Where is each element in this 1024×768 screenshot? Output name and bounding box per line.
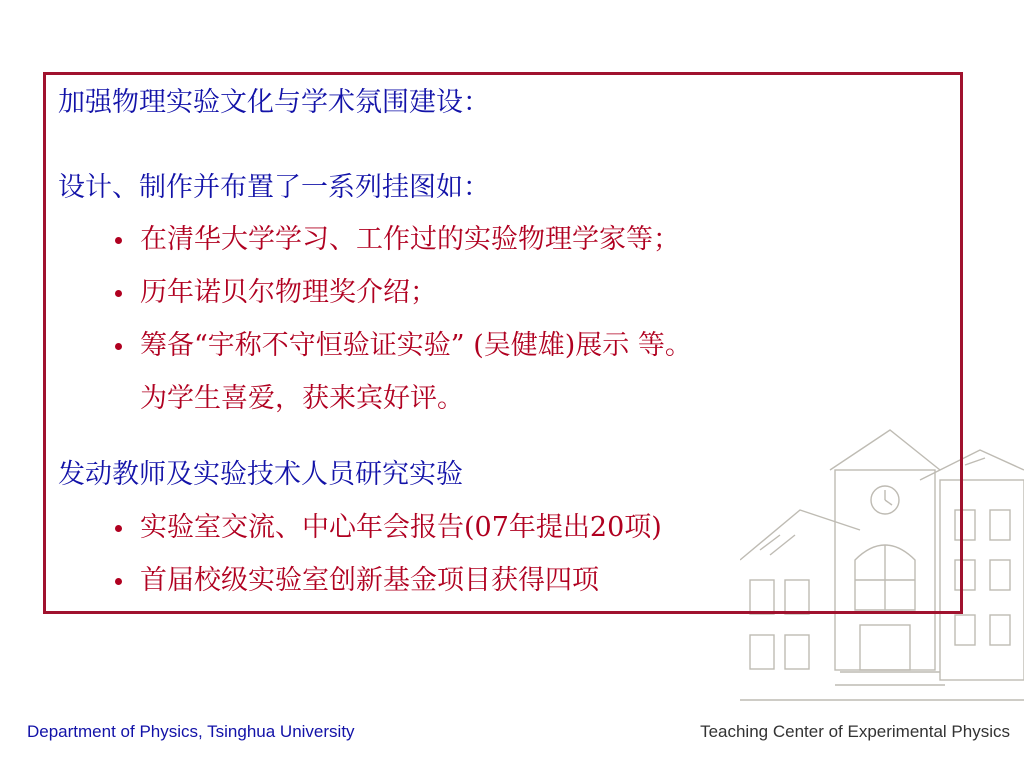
section2-intro: 发动教师及实验技术人员研究实验 — [58, 459, 463, 490]
bullet-marker — [115, 525, 122, 532]
section2-bullet-2: 首届校级实验室创新基金项目获得四项 — [140, 565, 599, 596]
section1-bullet-2: 历年诺贝尔物理奖介绍； — [140, 277, 437, 308]
bullet-marker — [115, 578, 122, 585]
slide-heading: 加强物理实验文化与学术氛围建设： — [58, 87, 490, 118]
footer-department: Department of Physics, Tsinghua University — [27, 722, 355, 741]
section2-bullet-1: 实验室交流、中心年会报告(07年提出20项) — [140, 512, 662, 543]
bullet-marker — [115, 343, 122, 350]
section1-continuation: 为学生喜爱，获来宾好评。 — [140, 383, 464, 414]
footer-teaching-center: Teaching Center of Experimental Physics — [700, 722, 1010, 741]
section1-bullet-3: 筹备“宇称不守恒验证实验” (吴健雄)展示 等。 — [140, 330, 692, 361]
section1-intro: 设计、制作并布置了一系列挂图如： — [58, 172, 490, 203]
section1-bullet-1: 在清华大学学习、工作过的实验物理学家等； — [140, 224, 680, 255]
bullet-marker — [115, 237, 122, 244]
bullet-marker — [115, 290, 122, 297]
